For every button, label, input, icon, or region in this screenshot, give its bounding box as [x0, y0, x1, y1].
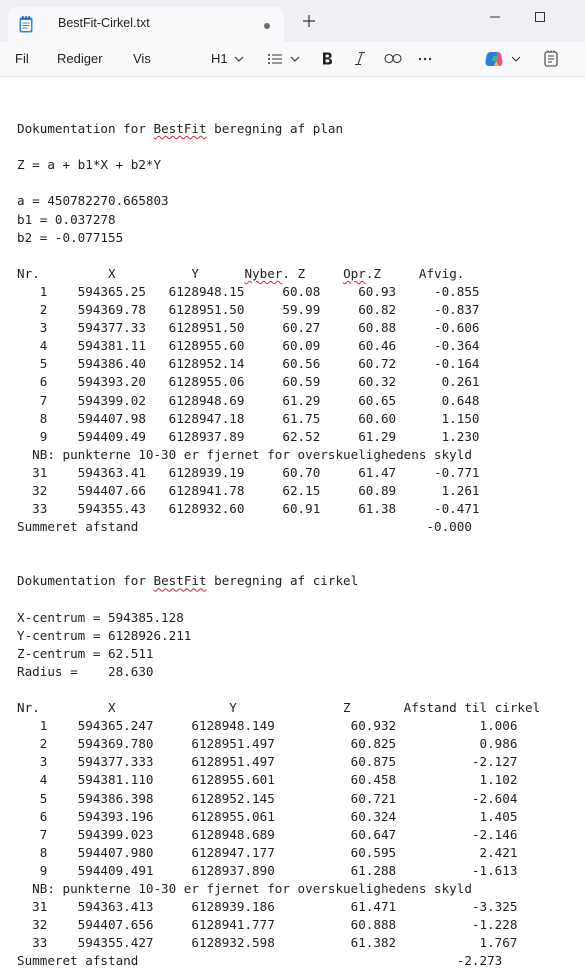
text-line — [17, 554, 585, 572]
more-options-icon[interactable] — [418, 57, 432, 61]
menu-file[interactable]: Fil — [15, 51, 29, 66]
text-line: 33 594355.427 6128932.598 61.382 1.767 — [17, 935, 518, 951]
link-icon[interactable] — [384, 53, 402, 64]
text-line — [17, 247, 585, 265]
chevron-down-icon[interactable] — [290, 55, 300, 63]
spellcheck-word[interactable]: BestFit — [153, 573, 207, 589]
menu-toolbar — [0, 42, 585, 77]
menu-view[interactable]: Vis — [133, 51, 151, 66]
text-line: b2 = -0.077155 — [17, 229, 124, 245]
text-line: Nr. X Y Nyber. Z Opr.Z Afvig. — [17, 265, 465, 281]
chevron-down-icon[interactable] — [234, 55, 244, 63]
text-line: Radius = 28.630 — [17, 663, 154, 679]
text-line: 6 594393.20 6128955.06 60.59 60.32 0.261 — [17, 374, 480, 390]
tab-title: BestFit-Cirkel.txt — [58, 16, 150, 30]
text-line: 1 594365.25 6128948.15 60.08 60.93 -0.855 — [17, 283, 480, 299]
text-line: 4 594381.110 6128955.601 60.458 1.102 — [17, 772, 518, 788]
chevron-down-icon[interactable] — [511, 55, 521, 63]
text-line: 2 594369.780 6128951.497 60.825 0.986 — [17, 736, 518, 752]
text-line: Summeret afstand -0.000 — [17, 519, 472, 535]
text-line: Dokumentation for BestFit beregning af plan — [17, 121, 344, 137]
title-bar — [0, 0, 585, 42]
text-line: 9 594409.49 6128937.89 62.52 61.29 1.230 — [17, 428, 480, 444]
copilot-icon[interactable] — [485, 51, 503, 67]
plus-icon[interactable] — [302, 14, 316, 28]
text-line: 4 594381.11 6128955.60 60.09 60.46 -0.364 — [17, 338, 480, 354]
text-line: 32 594407.66 6128941.78 62.15 60.89 1.261 — [17, 482, 480, 498]
text-line — [17, 681, 585, 699]
bold-icon[interactable] — [321, 51, 333, 66]
list-icon[interactable] — [267, 52, 283, 66]
text-line: 8 594407.980 6128947.177 60.595 2.421 — [17, 844, 518, 860]
text-line: 6 594393.196 6128955.061 60.324 1.405 — [17, 808, 518, 824]
editor-area[interactable] — [17, 102, 585, 969]
text-line — [17, 591, 585, 609]
text-line: 3 594377.333 6128951.497 60.875 -2.127 — [17, 754, 518, 770]
text-line: 7 594399.02 6128948.69 61.29 60.65 0.648 — [17, 392, 480, 408]
maximize-icon[interactable] — [531, 8, 549, 26]
italic-icon[interactable] — [354, 51, 366, 66]
text-line: 1 594365.247 6128948.149 60.932 1.006 — [17, 718, 518, 734]
settings-badge-icon[interactable] — [543, 49, 561, 69]
spellcheck-word[interactable]: BestFit — [153, 121, 207, 137]
text-line — [17, 138, 585, 156]
heading-dropdown[interactable]: H1 — [211, 51, 228, 66]
spellcheck-word[interactable]: Nyber — [244, 265, 283, 281]
text-line: 31 594363.41 6128939.19 60.70 61.47 -0.771 — [17, 464, 480, 480]
text-line: 9 594409.491 6128937.890 61.288 -1.613 — [17, 862, 518, 878]
notepad-icon — [19, 16, 33, 33]
spellcheck-word[interactable]: Opr — [343, 265, 366, 281]
text-line: NB: punkterne 10-30 er fjernet for overskuelighedens skyld — [17, 446, 472, 462]
minimize-icon[interactable] — [486, 8, 504, 26]
text-line: NB: punkterne 10-30 er fjernet for overskuelighedens skyld — [17, 881, 472, 897]
text-line: Y-centrum = 6128926.211 — [17, 627, 192, 643]
text-line: 7 594399.023 6128948.689 60.647 -2.146 — [17, 826, 518, 842]
text-line: 32 594407.656 6128941.777 60.888 -1.228 — [17, 917, 518, 933]
text-line — [17, 536, 585, 554]
text-line: Dokumentation for BestFit beregning af cirkel — [17, 573, 359, 589]
text-line: Z-centrum = 62.511 — [17, 645, 154, 661]
menu-edit[interactable]: Rediger — [57, 51, 103, 66]
text-line: 2 594369.78 6128951.50 59.99 60.82 -0.837 — [17, 302, 480, 318]
text-line: 31 594363.413 6128939.186 61.471 -3.325 — [17, 899, 518, 915]
text-line — [17, 174, 585, 192]
text-line: X-centrum = 594385.128 — [17, 609, 184, 625]
text-line: Z = a + b1*X + b2*Y — [17, 157, 162, 173]
document-tab[interactable] — [8, 7, 284, 42]
text-line: 8 594407.98 6128947.18 61.75 60.60 1.150 — [17, 410, 480, 426]
text-line: 5 594386.40 6128952.14 60.56 60.72 -0.164 — [17, 356, 480, 372]
text-line: Summeret afstand -2.273 — [17, 953, 503, 969]
text-line — [17, 102, 585, 120]
text-line: 33 594355.43 6128932.60 60.91 61.38 -0.471 — [17, 501, 480, 517]
text-line: 5 594386.398 6128952.145 60.721 -2.604 — [17, 790, 518, 806]
document-text — [17, 102, 585, 971]
unsaved-indicator-icon[interactable] — [264, 23, 270, 29]
text-line: Nr. X Y Z Afstand til cirkel — [17, 700, 541, 716]
text-line: b1 = 0.037278 — [17, 211, 116, 227]
text-line: a = 450782270.665803 — [17, 193, 169, 209]
text-line: 3 594377.33 6128951.50 60.27 60.88 -0.606 — [17, 320, 480, 336]
